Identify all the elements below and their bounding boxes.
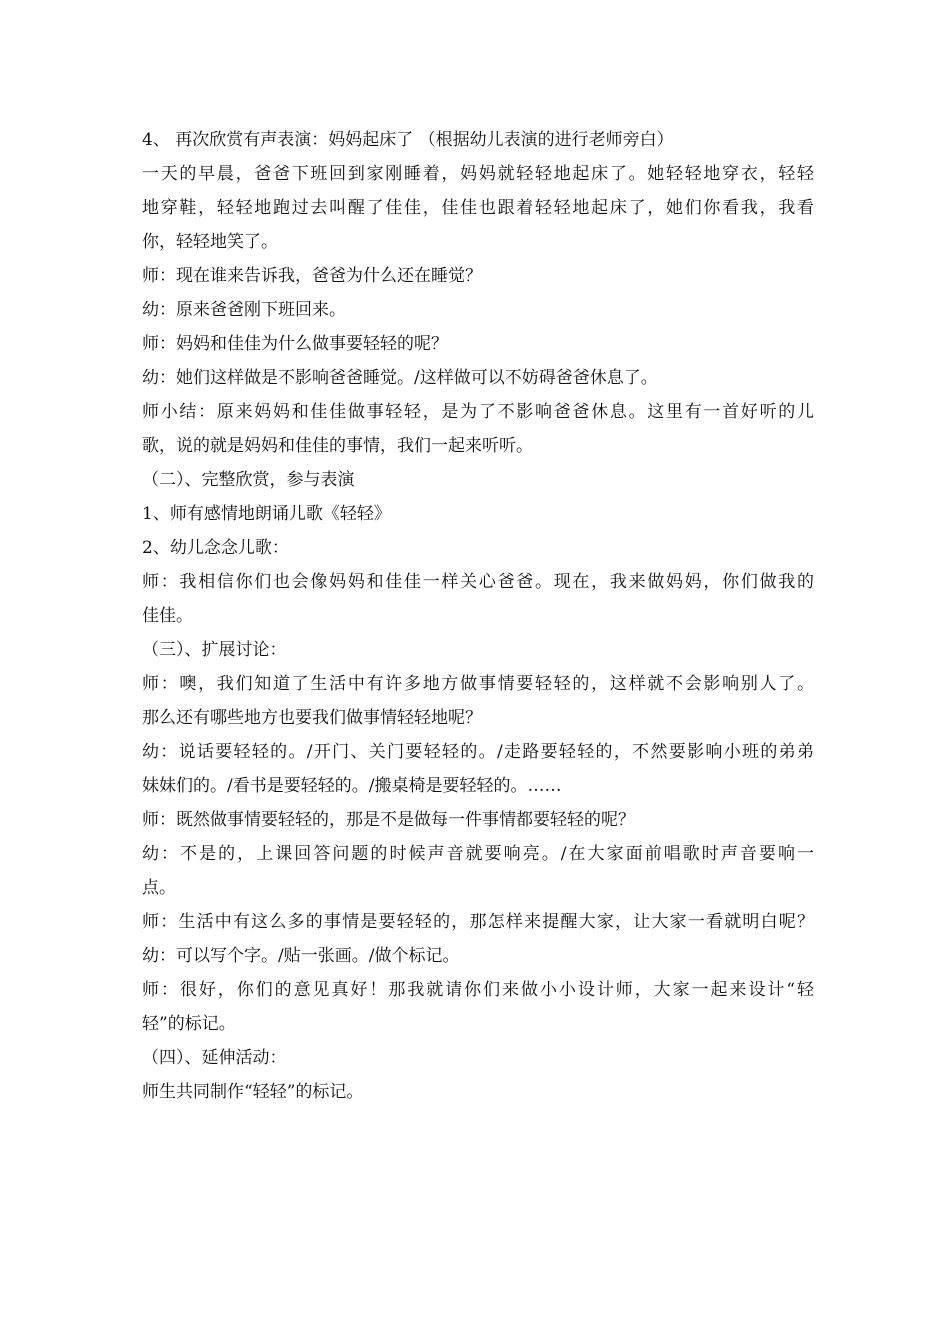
dialogue-line: 轻”的标记。 (142, 1014, 236, 1034)
dialogue-line: 师：妈妈和佳佳为什么做事要轻轻的呢？ (142, 334, 448, 354)
paragraph-line: 你，轻轻地笑了。 (142, 232, 278, 252)
dialogue-line: 师：现在谁来告诉我，爸爸为什么还在睡觉？ (142, 266, 482, 286)
dialogue-line: 师：我相信你们也会像妈妈和佳佳一样关心爸爸。现在，我来做妈妈，你们做我的 (142, 572, 814, 592)
document-page (142, 123, 814, 1109)
section-heading: （四）、延伸活动： (142, 1048, 287, 1068)
dialogue-line: 幼：可以写个字。/贴一张画。/做个标记。 (142, 946, 460, 966)
dialogue-line: 师：既然做事情要轻轻的，那是不是做每一件事情都要轻轻的呢？ (142, 810, 635, 830)
section-heading: （二）、完整欣赏，参与表演 (142, 470, 355, 490)
section-heading: （三）、扩展讨论： (142, 640, 287, 660)
dialogue-line: 幼：原来爸爸刚下班回来。 (142, 300, 346, 320)
paragraph-line: 一天的早晨，爸爸下班回到家刚睡着，妈妈就轻轻地起床了。她轻轻地穿衣，轻轻 (142, 164, 814, 184)
paragraph-line: 地穿鞋，轻轻地跑过去叫醒了佳佳，佳佳也跟着轻轻地起床了，她们你看我，我看 (142, 198, 814, 218)
dialogue-line: 师：噢，我们知道了生活中有许多地方做事情要轻轻的，这样就不会影响别人了。 (142, 674, 814, 694)
dialogue-line: 师：很好，你们的意见真好！那我就请你们来做小小设计师，大家一起来设计“轻 (142, 980, 814, 1000)
dialogue-line: 幼：不是的，上课回答问题的时候声音就要响亮。/在大家面前唱歌时声音要响一 (142, 844, 814, 864)
list-item: 1、师有感情地朗诵儿歌《轻轻》 (142, 504, 391, 524)
summary-line: 歌，说的就是妈妈和佳佳的事情，我们一起来听听。 (142, 436, 533, 456)
dialogue-line: 师：生活中有这么多的事情是要轻轻的，那怎样来提醒大家，让大家一看就明白呢？ (142, 912, 814, 932)
heading-item-4: 4、 再次欣赏有声表演：妈妈起床了 （根据幼儿表演的进行老师旁白） (142, 130, 674, 150)
dialogue-line: 佳佳。 (142, 606, 193, 626)
list-item: 2、幼儿念念儿歌： (142, 538, 289, 558)
dialogue-line: 点。 (142, 878, 176, 898)
paragraph-line: 师生共同制作“轻轻”的标记。 (142, 1082, 364, 1102)
dialogue-line: 妹妹们的。/看书是要轻轻的。/搬桌椅是要轻轻的。…… (142, 776, 562, 796)
dialogue-line: 幼：说话要轻轻的。/开门、关门要轻轻的。/走路要轻轻的，不然要影响小班的弟弟 (142, 742, 814, 762)
dialogue-line: 幼：她们这样做是不影响爸爸睡觉。/这样做可以不妨碍爸爸休息了。 (142, 368, 658, 388)
dialogue-line: 那么还有哪些地方也要我们做事情轻轻地呢？ (142, 708, 482, 728)
summary-line: 师小结：原来妈妈和佳佳做事轻轻，是为了不影响爸爸休息。这里有一首好听的儿 (142, 402, 814, 422)
